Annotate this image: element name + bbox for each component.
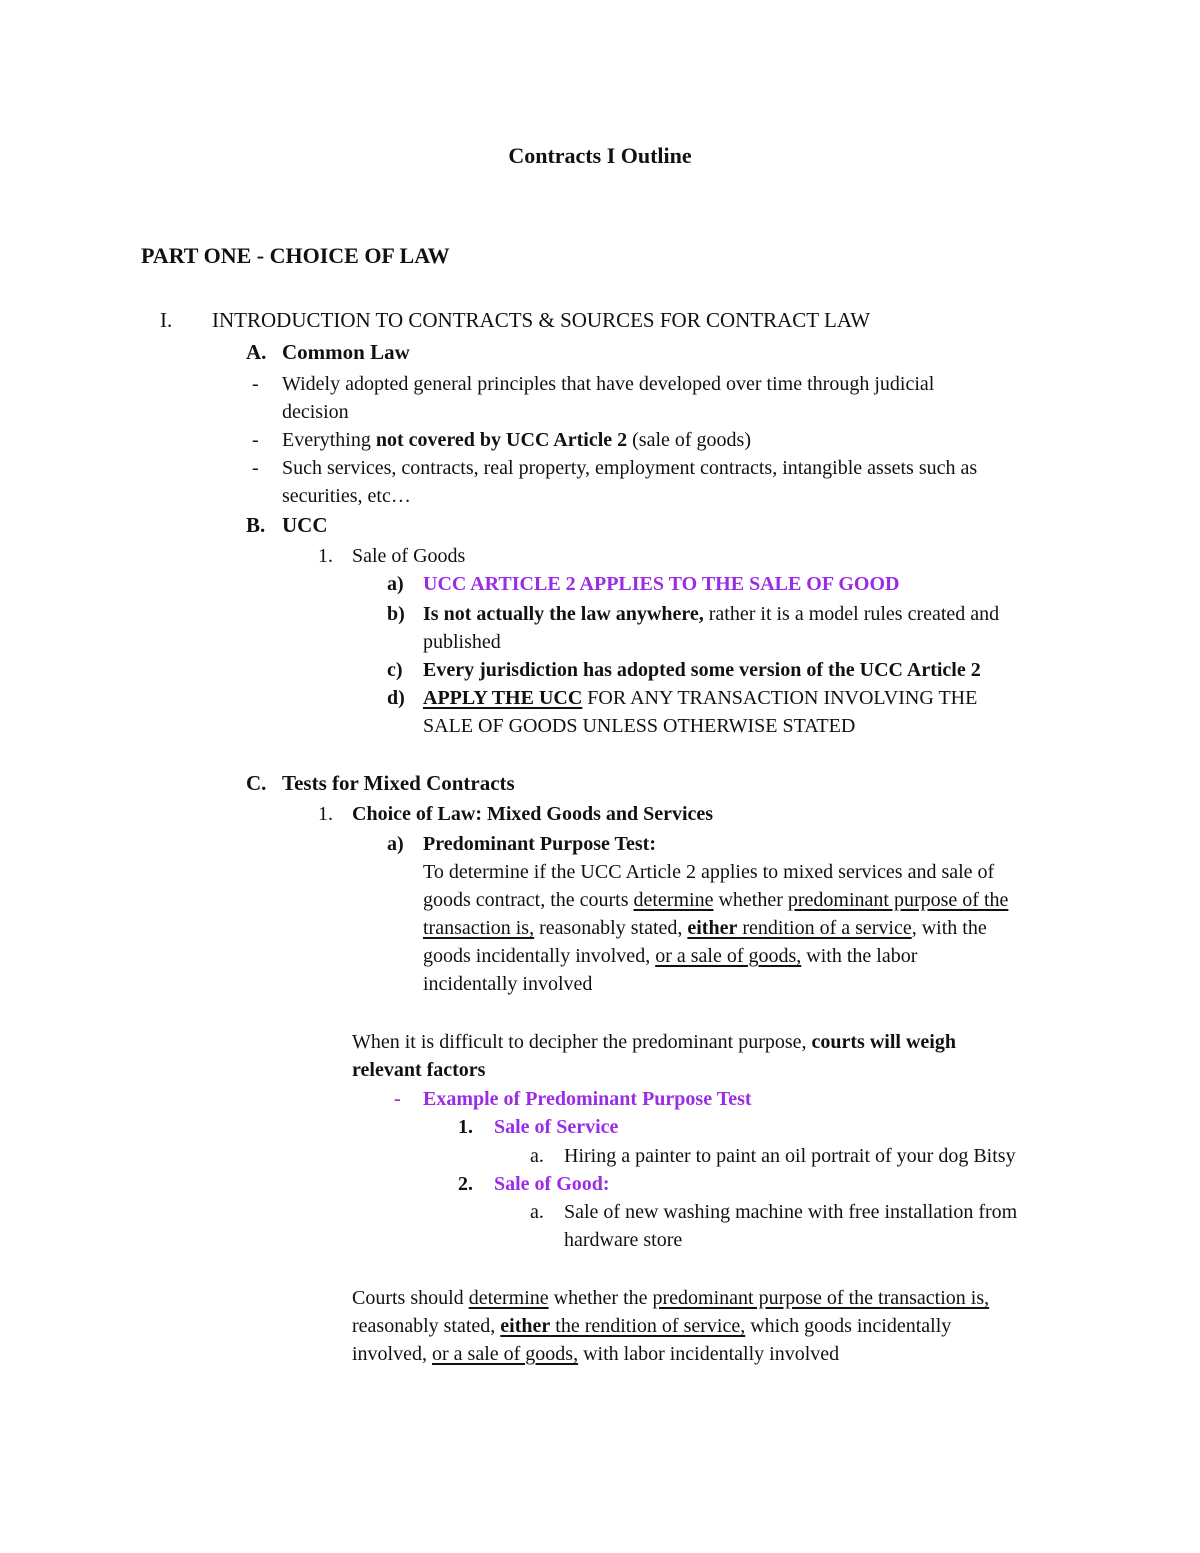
subsection-marker: B. [246, 513, 266, 537]
list-item: Every jurisdiction has adopted some version of the UCC Article 2 [423, 659, 981, 681]
list-item: Predominant Purpose Test: [423, 833, 656, 855]
list-item: UCC ARTICLE 2 APPLIES TO THE SALE OF GOOD [423, 573, 900, 595]
paragraph-line: goods incidentally involved, or a sale of goods, with the labor [423, 945, 918, 967]
bullet-marker: - [252, 457, 259, 479]
paragraph-line: goods contract, the courts determine whether predominant purpose of the [423, 889, 1009, 911]
list-letter: b) [387, 603, 405, 625]
example-label: Sale of Good: [494, 1173, 610, 1195]
subsection-marker: A. [246, 340, 267, 364]
list-item: Is not actually the law anywhere, rather it is a model rules created and [423, 603, 1000, 625]
list-letter: a) [387, 833, 404, 855]
paragraph-line: reasonably stated, either the rendition of service, which goods incidentally [352, 1315, 952, 1337]
section-heading: INTRODUCTION TO CONTRACTS & SOURCES FOR CONTRACT LAW [212, 308, 871, 332]
bullet-text: Widely adopted general principles that have developed over time through judicial [282, 373, 935, 395]
paragraph-line: Courts should determine whether the predominant purpose of the transaction is, [352, 1287, 990, 1309]
list-item: Sale of Goods [352, 545, 466, 567]
list-item: hardware store [564, 1229, 683, 1251]
bullet-marker: - [394, 1088, 401, 1110]
subsection-heading: Common Law [282, 340, 410, 364]
bullet-text: decision [282, 401, 349, 423]
list-letter: c) [387, 659, 403, 681]
paragraph-line: To determine if the UCC Article 2 applies to mixed services and sale of [423, 861, 995, 883]
list-item: Hiring a painter to paint an oil portrait of your dog Bitsy [564, 1145, 1016, 1167]
list-number: 1. [318, 803, 333, 825]
subsection-heading: UCC [282, 513, 328, 537]
paragraph-line: incidentally involved [423, 973, 593, 995]
paragraph-line: When it is difficult to decipher the predominant purpose, courts will weigh [352, 1031, 956, 1053]
list-letter: a) [387, 573, 404, 595]
example-label: Sale of Service [494, 1116, 619, 1138]
list-number: 1. [458, 1116, 473, 1138]
list-letter: a. [530, 1145, 544, 1167]
list-number: 1. [318, 545, 333, 567]
bullet-text: Everything not covered by UCC Article 2 (sale of goods) [282, 429, 751, 451]
paragraph-line: relevant factors [352, 1059, 486, 1081]
part-heading: PART ONE - CHOICE OF LAW [141, 243, 450, 268]
list-letter: d) [387, 687, 405, 709]
list-item: Sale of new washing machine with free installation from [564, 1201, 1018, 1223]
bullet-text: securities, etc… [282, 485, 411, 507]
bullet-marker: - [252, 429, 259, 451]
list-item: Choice of Law: Mixed Goods and Services [352, 803, 714, 825]
section-marker: I. [160, 308, 173, 332]
paragraph-line: involved, or a sale of goods, with labor incidentally involved [352, 1343, 840, 1365]
list-item: APPLY THE UCC FOR ANY TRANSACTION INVOLVING THE [423, 687, 978, 709]
list-letter: a. [530, 1201, 544, 1223]
subsection-marker: C. [246, 771, 267, 795]
list-item: SALE OF GOODS UNLESS OTHERWISE STATED [423, 715, 856, 737]
subsection-heading: Tests for Mixed Contracts [282, 771, 515, 795]
example-heading: Example of Predominant Purpose Test [423, 1088, 752, 1110]
bullet-marker: - [252, 373, 259, 395]
bullet-text: Such services, contracts, real property, employment contracts, intangible assets such as [282, 457, 978, 479]
list-number: 2. [458, 1173, 473, 1195]
document-title: Contracts I Outline [508, 143, 692, 168]
list-item: published [423, 631, 501, 653]
paragraph-line: transaction is, reasonably stated, either rendition of a service, with the [423, 917, 987, 939]
